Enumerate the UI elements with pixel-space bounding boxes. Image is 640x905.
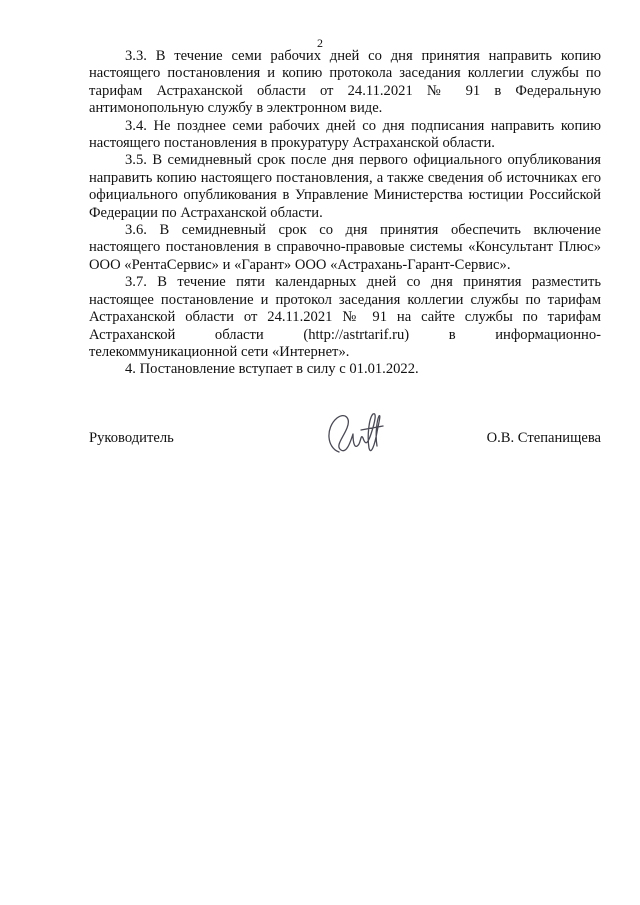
document-body <box>89 48 601 379</box>
paragraph-3-3: 3.3. В течение семи рабочих дней со дня принятия направить копию настоящего постановления и копию протокола заседания коллегии службы по тарифам Астраханской области от 24.11.2021 № 91 в Федеральную антимонопольную службу в электронном виде. <box>89 48 601 117</box>
page-number: 2 <box>317 36 323 50</box>
paragraph-3-4: 3.4. Не позднее семи рабочих дней со дня подписания направить копию настоящего постановления в прокуратуру Астраханской области. <box>89 117 601 152</box>
paragraph-3-6: 3.6. В семидневный срок со дня принятия обеспечить включение настоящего постановления в справочно-правовые системы «Консультант Плюс» ООО «РентаСервис» и «Гарант» ООО «Астрахань-Гарант-Сервис». <box>89 222 601 273</box>
paragraph-3-5: 3.5. В семидневный срок после дня первого официального опубликования направить копию настоящего постановления, а также сведения об источниках его официального опубликования в Управление Министерства юстиции Российской Федерации по Астраханской области. <box>89 152 601 221</box>
paragraph-3-7: 3.7. В течение пяти календарных дней со дня принятия разместить настоящее постановление и протокол заседания коллегии службы по тарифам Астраханской области от 24.11.2021 № 91 на сайте службы по тарифам Астраханской области (http://astrtarif.ru) в информационно-телекоммуникационной сети «Интернет». <box>89 274 601 360</box>
paragraph-4: 4. Постановление вступает в силу с 01.01.2022. <box>125 361 419 378</box>
signature-block <box>89 420 601 490</box>
signatory-name: О.В. Степанищева <box>486 430 601 446</box>
handwritten-signature <box>317 404 397 464</box>
signatory-title: Руководитель <box>89 430 174 446</box>
